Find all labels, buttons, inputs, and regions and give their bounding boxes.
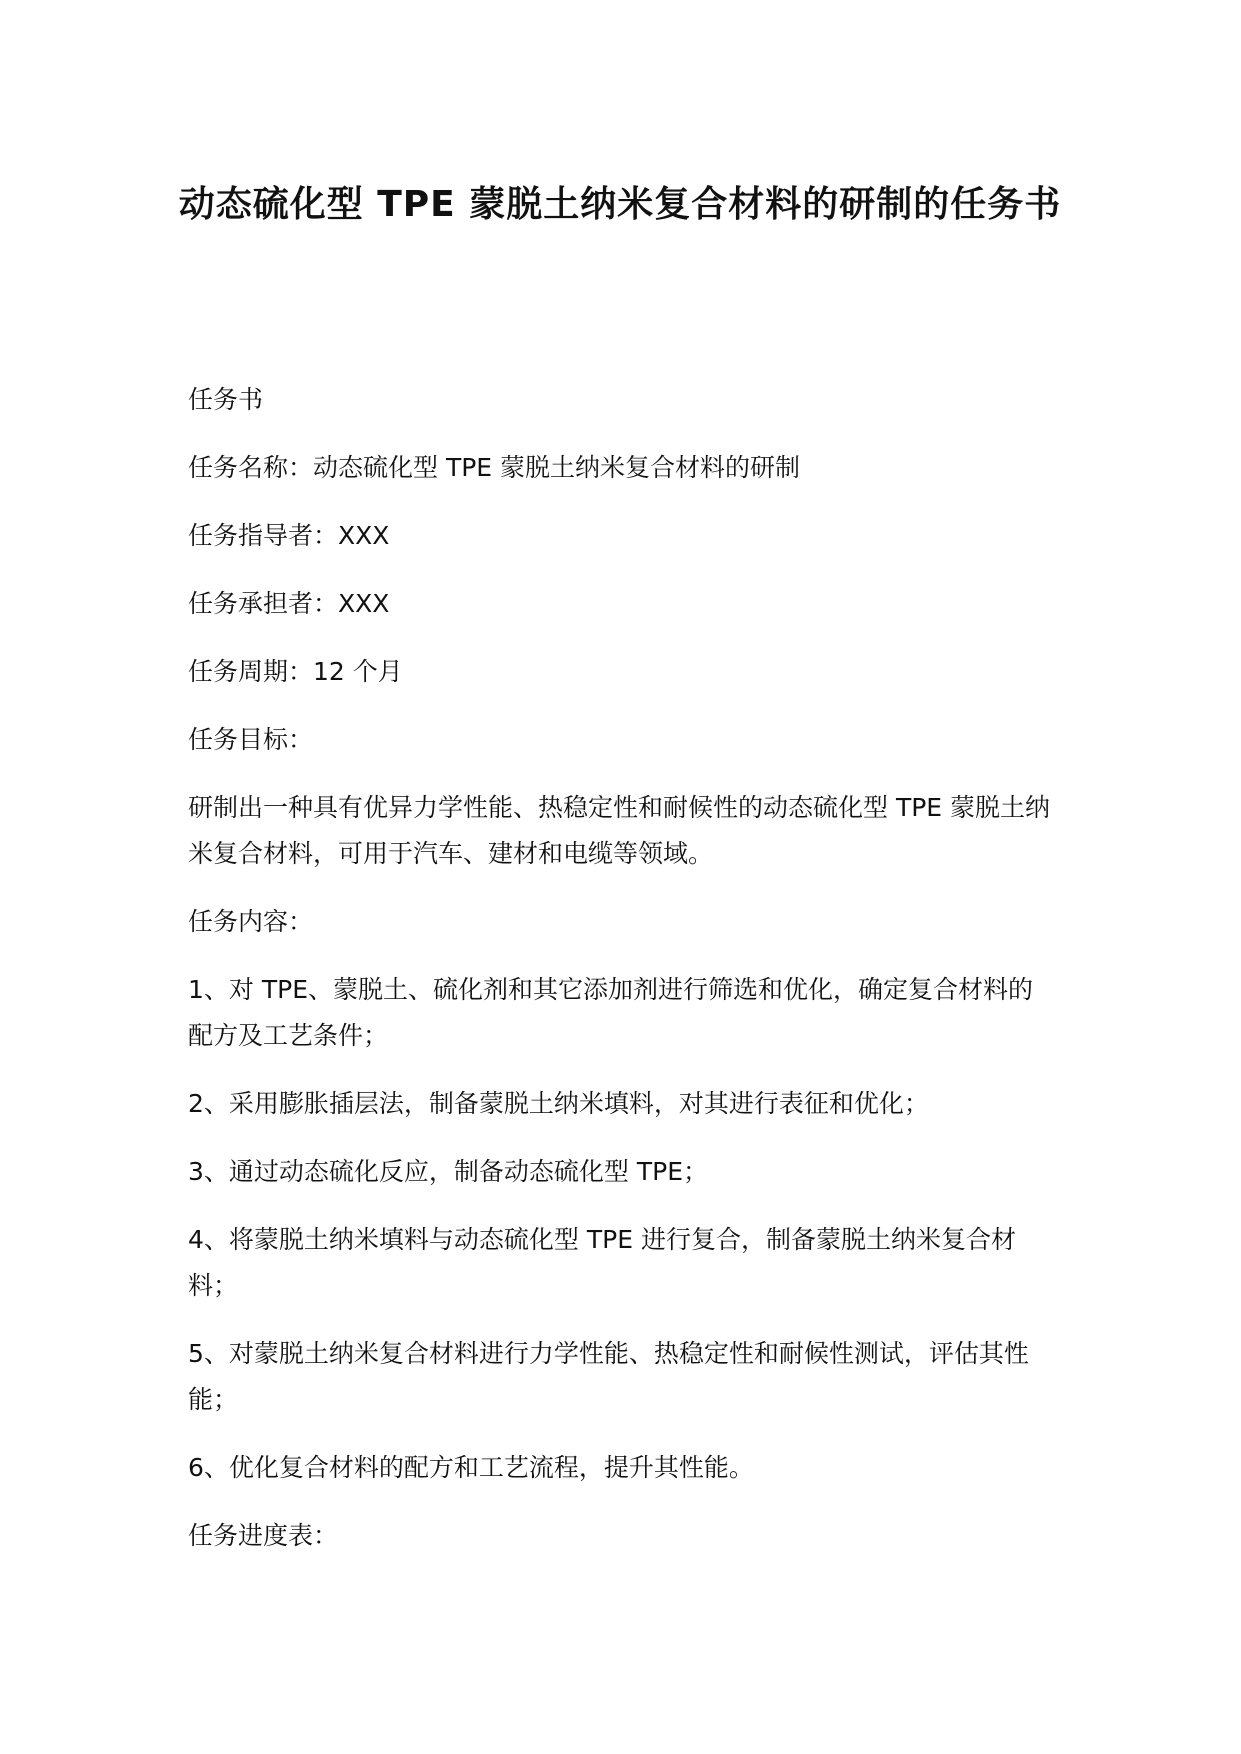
paragraph-content-item-6: 6、优化复合材料的配方和工艺流程，提升其性能。 bbox=[188, 1453, 754, 1482]
paragraph-objective-text: 研制出一种具有优异力学性能、热稳定性和耐候性的动态硫化型 TPE 蒙脱土纳米复合材料，可用于汽车、建材和电缆等领域。 bbox=[188, 793, 1051, 868]
paragraph-task-name: 任务名称：动态硫化型 TPE 蒙脱土纳米复合材料的研制 bbox=[188, 453, 801, 482]
paragraph-objective-heading: 任务目标： bbox=[188, 725, 314, 754]
paragraph-task-assignee: 任务承担者：XXX bbox=[188, 589, 390, 618]
paragraph-content-item-2: 2、采用膨胀插层法，制备蒙脱土纳米填料，对其进行表征和优化； bbox=[188, 1089, 929, 1118]
paragraph-task-supervisor: 任务指导者：XXX bbox=[188, 521, 390, 550]
paragraph-content-item-4: 4、将蒙脱土纳米填料与动态硫化型 TPE 进行复合，制备蒙脱土纳米复合材料； bbox=[188, 1225, 1016, 1300]
document-body bbox=[188, 377, 1056, 1559]
paragraph-content-item-3: 3、通过动态硫化反应，制备动态硫化型 TPE； bbox=[188, 1157, 708, 1186]
paragraph-task-period: 任务周期：12 个月 bbox=[188, 657, 403, 686]
paragraph-content-heading: 任务内容： bbox=[188, 907, 314, 936]
paragraph-content-item-5: 5、对蒙脱土纳米复合材料进行力学性能、热稳定性和耐候性测试，评估其性能； bbox=[188, 1339, 1029, 1414]
paragraph-schedule-heading: 任务进度表： bbox=[188, 1521, 339, 1550]
document-title: 动态硫化型 TPE 蒙脱土纳米复合材料的研制的任务书 bbox=[178, 184, 1062, 225]
paragraph-content-item-1: 1、对 TPE、蒙脱土、硫化剂和其它添加剂进行筛选和优化，确定复合材料的配方及工艺条件； bbox=[188, 975, 1033, 1050]
paragraph-heading: 任务书 bbox=[188, 385, 264, 414]
